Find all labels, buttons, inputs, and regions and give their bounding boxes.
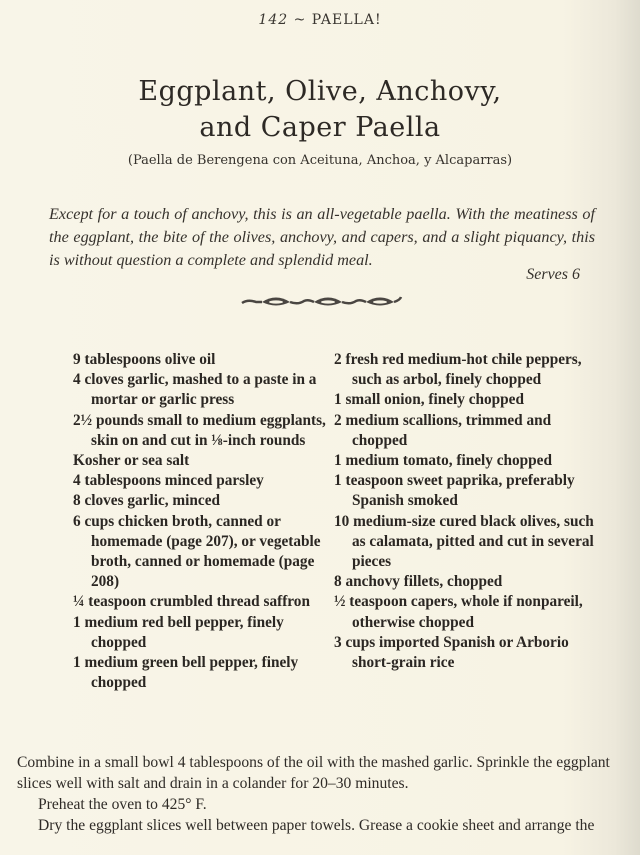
page-number: 142 [258,12,289,28]
ingredient-item: 2½ pounds small to medium eggplants, skin on and cut in ⅛-inch rounds [73,411,326,449]
running-head [0,12,640,28]
section-name: PAELLA! [311,12,382,28]
ingredients-left-column [73,350,328,693]
method-paragraph: Combine in a small bowl 4 tablespoons of the oil with the mashed garlic. Sprinkle the eggplant slices well with salt and drain in a colander for 20–30 minutes. [17,754,610,792]
recipe-subtitle: (Paella de Berengena con Aceituna, Anchoa, y Alcaparras) [127,153,513,168]
recipe-title-line-1: Eggplant, Olive, Anchovy, [138,76,502,107]
ingredient-item: 1 medium green bell pepper, finely chopped [73,654,299,692]
ingredient-item: 10 medium-size cured black olives, such as calamata, pitted and cut in several pieces [334,512,594,571]
tilde-separator: ~ [293,12,307,28]
ingredient-item: 4 cloves garlic, mashed to a paste in a mortar or garlic press [73,371,317,409]
method-text [17,752,617,836]
ingredient-item: 4 tablespoons minced parsley [73,472,264,490]
ingredient-item: 1 medium red bell pepper, finely chopped [73,613,284,651]
method-paragraph: Preheat the oven to 425° F. [38,796,207,813]
ingredient-item: 2 fresh red medium-hot chile peppers, such as arbol, finely chopped [334,351,582,389]
ingredient-item: 1 medium tomato, finely chopped [334,452,552,470]
recipe-intro: Except for a touch of anchovy, this is an all-vegetable paella. With the meatiness of the eggplant, the bite of the olives, anchovy, and capers, and a slight piquancy, this is without question a complete and splendid meal. [49,205,595,269]
ingredient-item: 8 cloves garlic, minced [73,492,220,510]
ingredient-item: 1 small onion, finely chopped [334,391,524,409]
ingredient-item: 1 teaspoon sweet paprika, preferably Spanish smoked [334,472,575,510]
ingredient-item: 2 medium scallions, trimmed and chopped [334,411,552,449]
ingredient-item: 6 cups chicken broth, canned or homemade (page 207), or vegetable broth, canned or homemade (page 208) [73,512,321,591]
ingredient-item: Kosher or sea salt [73,452,190,470]
ingredient-item: ¼ teaspoon crumbled thread saffron [73,593,310,611]
ingredient-item: 8 anchovy fillets, chopped [334,573,503,591]
recipe-title-line-2: and Caper Paella [199,112,441,143]
ingredient-item: 3 cups imported Spanish or Arborio short-grain rice [334,633,569,672]
recipe-title [0,74,640,146]
ingredient-item: ½ teaspoon capers, whole if nonpareil, otherwise chopped [334,593,583,631]
serves-count: Serves 6 [526,266,580,283]
method-paragraph: Dry the eggplant slices well between paper towels. Grease a cookie sheet and arrange the [38,817,595,834]
vine-ornament-icon [238,292,404,312]
ingredient-item: 9 tablespoons olive oil [73,351,216,368]
ingredients-right-column [334,350,604,673]
